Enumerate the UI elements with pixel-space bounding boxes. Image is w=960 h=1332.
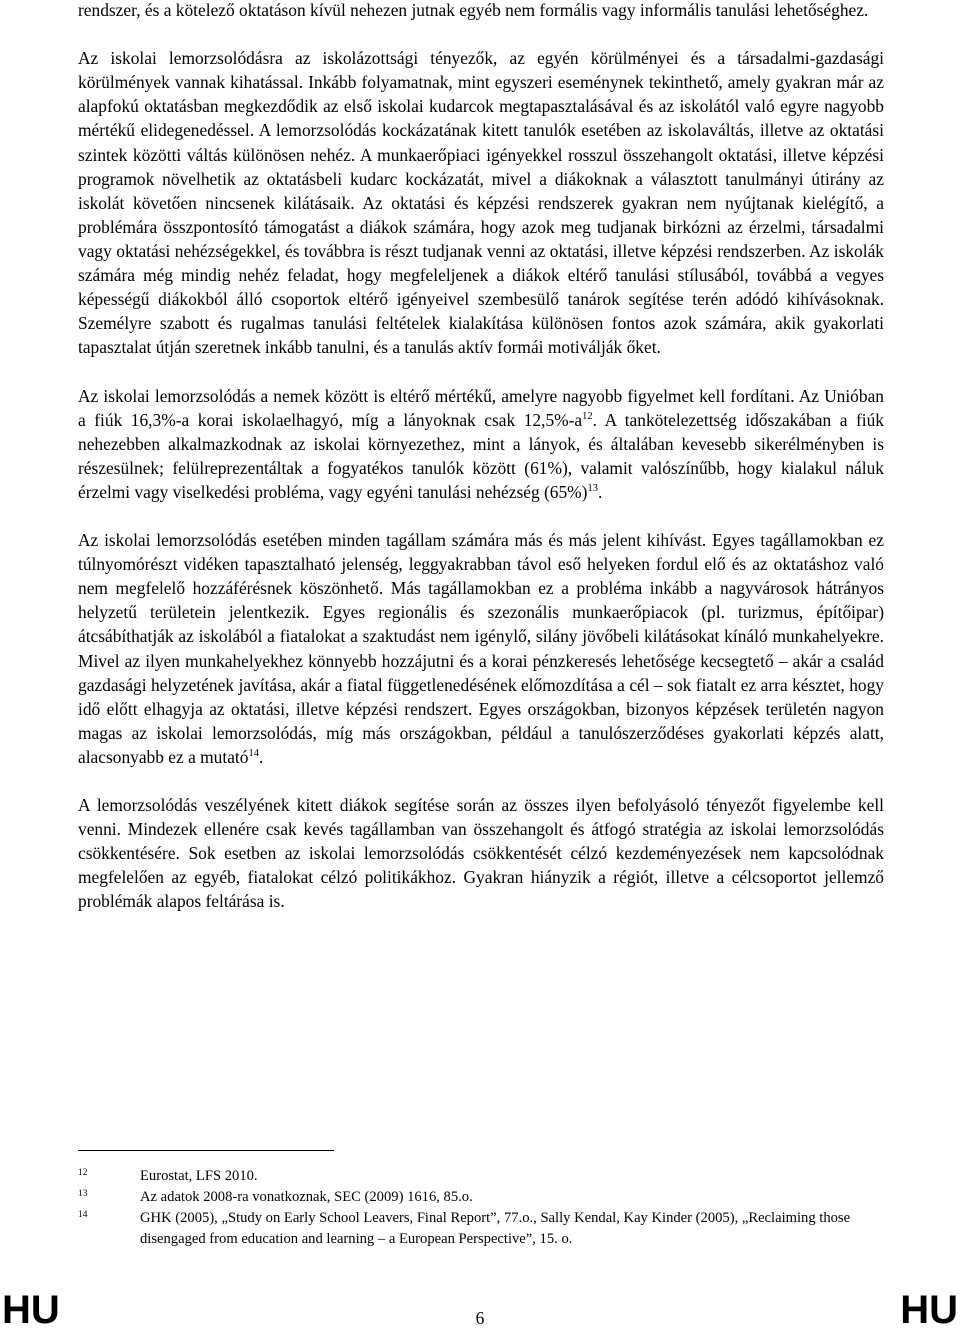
paragraph-4-text-b: . (258, 746, 264, 767)
page-number: 6 (475, 1308, 485, 1328)
footnote-number: 13 (78, 1189, 88, 1199)
footnote-text: Az adatok 2008-ra vonatkoznak, SEC (2009) 1616, 85.o. (140, 1189, 473, 1205)
footer-language-right: HU (900, 1288, 958, 1332)
footnote-12 (78, 1166, 886, 1187)
footnote-ref-14[interactable]: 14 (248, 747, 259, 759)
footer-language-left: HU (2, 1288, 60, 1332)
paragraph-3 (78, 384, 884, 504)
paragraph-2: Az iskolai lemorzsolódásra az iskolázottsági tényezők, az egyén körülményei és a társadalmi-gazdasági körülmények vannak kihatással. Inkább folyamatnak, mint egyszeri eseménynek tekinthető, amely gyakran már az alapfokú oktatásban megkezdődik az első iskolai kudarcok megtapasztalásával és az iskolától való egyre nagyobb mértékű elidegenedéssel. A lemorzsolódás kockázatának kitett tanulók esetében az iskolaváltás, illetve az oktatási szintek közötti váltás különösen nehéz. A munkaerőpiaci igényekkel rosszul összehangolt oktatási, illetve képzési programok növelhetik az oktatásbeli kudarc kockázatát, mivel a diákoknak a választott tanulmányi útirány az iskolát követően nincsenek kilátásaik. Az oktatási és képzési rendszerek gyakran nem nyújtanak kielégítő, a problémára összpontosító támogatást a diákok számára, hogy azok meg tudjanak birkózni az érzelmi, társadalmi vagy oktatási nehézségekkel, és továbbra is részt tudjanak venni az oktatási, illetve képzési rendszerben. Az iskolák számára még mindig nehéz feladat, hogy megfeleljenek a diákok eltérő tanulási stílusából, továbbá a vegyes képességű diákokból álló csoportok eltérő igényeivel szembesülő tanárok segítése terén adódó kihívásoknak. Személyre szabott és rugalmas tanulási feltételek kialakítása különösen fontos azok számára, akik gyakorlati tapasztalat útján szeretnek inkább tanulni, és a tanulás aktív formái motiválják őket. (78, 48, 884, 358)
footnotes (78, 1166, 886, 1250)
footnote-number: 12 (78, 1168, 88, 1178)
paragraph-3-text-b: . A tankötelezettség időszakában a fiúk nehezebben alkalmazkodnak az iskolai környezethez, mint a lányok, és általában kevesebb sikerélményben is részesülnek; felülreprezentáltak a fogyatékos tanulók között (61%), valamit valószínűbb, hogy kialakul náluk érzelmi vagy viselkedési probléma, vagy egyéni tanulási nehézség (65%) (78, 409, 884, 502)
paragraph-4-text-a: Az iskolai lemorzsolódás esetében minden tagállam számára más és más jelent kihívást. Egyes tagállamokban ez túlnyomórészt vidéken tapasztalható jelenség, leggyakrabban távol eső helyeken fordul elő és az oktatáshoz való nem megfelelő hozzáférésnek köszönhető. Más tagállamokban ez a probléma inkább a nagyvárosok hátrányos helyzetű területein jelentkezik. Egyes regionális és szezonális munkaerőpiacok (pl. turizmus, építőipar) átcsábíthatják az iskolából a fiatalokat a szaktudást nem igénylő, silány jövőbeli kilátásokat kínáló munkahelyekre. Mivel az ilyen munkahelyekhez könnyebb hozzájutni és a korai pénzkeresés lehetősége kecsegtető – akár a család gazdasági helyzetének javítása, akár a fiatal függetlenedésének előmozdítása a cél – sok fiatalt ez arra késztet, hogy idő előtt elhagyja az oktatási, illetve képzési rendszert. Egyes országokban, bizonyos képzések területén nagyon magas az iskolai lemorzsolódás, míg más országokban, például a tanulószerződéses gyakorlati képzés alatt, alacsonyabb ez a mutató (78, 530, 884, 767)
footnote-14 (78, 1208, 886, 1250)
footnote-number: 14 (78, 1210, 88, 1220)
paragraph-3-text-a: Az iskolai lemorzsolódás a nemek között is eltérő mértékű, amelyre nagyobb figyelmet kell fordítani. Az Unióban a fiúk 16,3%-a korai iskolaelhagyó, míg a lányoknak csak 12,5%-a (78, 385, 884, 430)
paragraph-3-text-c: . (597, 481, 603, 502)
footnote-ref-12[interactable]: 12 (582, 410, 593, 422)
footnote-separator (78, 1150, 334, 1151)
paragraph-1: rendszer, és a kötelező oktatáson kívül nehezen jutnak egyéb nem formális vagy informális tanulási lehetőséghez. (78, 0, 869, 20)
body-text (78, 0, 884, 914)
footnote-13 (78, 1187, 886, 1208)
paragraph-5: A lemorzsolódás veszélyének kitett diákok segítése során az összes ilyen befolyásoló tényezőt figyelembe kell venni. Mindezek ellenére csak kevés tagállamban van összehangolt és átfogó stratégia az iskolai lemorzsolódás csökkentésére. Sok esetben az iskolai lemorzsolódás csökkentését célzó kezdeményezések nem kapcsolódnak megfelelően az egyéb, fiatalokat célzó politikákhoz. Gyakran hiányzik a régiót, illetve a célcsoportot jellemző problémák alapos feltárása is. (78, 795, 884, 912)
footnote-ref-13[interactable]: 13 (587, 482, 598, 494)
footnote-text: Eurostat, LFS 2010. (140, 1168, 258, 1184)
footnote-text: GHK (2005), „Study on Early School Leavers, Final Report”, 77.o., Sally Kendal, Kay Kinder (2005), „Reclaiming those disengaged from education and learning – a European Perspective”, 15. o. (140, 1210, 851, 1247)
paragraph-4 (78, 528, 884, 769)
